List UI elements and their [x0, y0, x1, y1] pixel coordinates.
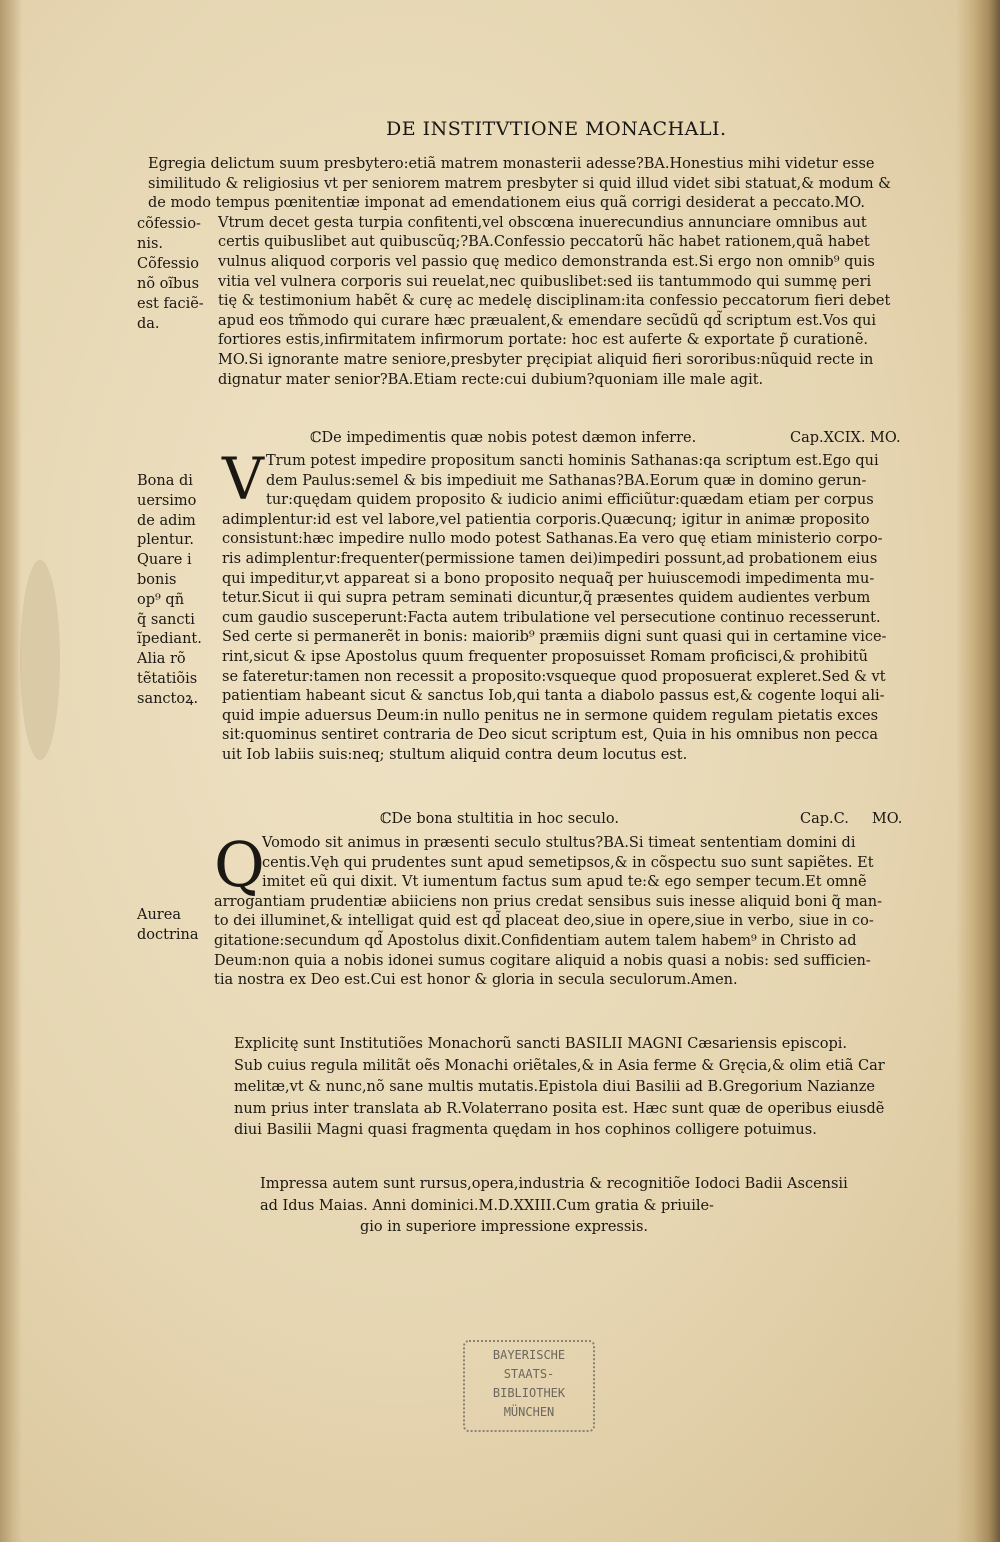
colophon-imprint [260, 1174, 848, 1239]
margin-line: cõfessio- [137, 216, 201, 232]
text-block-3 [214, 828, 883, 991]
text-line: consistunt:hæc impedire nullo modo potest Sathanas.Ea vero quę etiam ministerio corpo- [222, 531, 883, 548]
text-line: rint,sicut & ipse Apostolus quum frequenter proposuisset Romam proficisci,& prohibitũ [222, 648, 868, 665]
colophon-line: Impressa autem sunt rursus,opera,industria & recognitiõe Iodoci Badii Ascensii [260, 1176, 848, 1192]
text-line: arrogantiam prudentiæ abiiciens non prius credat sensibus suis inesse aliquid boni q̃ man- [214, 893, 883, 910]
chapter-number-99: Cap.XCIX. MO. [790, 430, 901, 446]
margin-line: Bona di [137, 473, 193, 489]
text-line: gitatione:secundum qd̃ Apostolus dixit.Confidentiam autem talem habem⁹ in Christo ad [214, 932, 857, 949]
stamp-line: MÜNCHEN [503, 1405, 555, 1419]
text-line: ris adimplentur:frequenter(permissione tamen dei)impediri possunt,ad probationem eius [222, 550, 878, 567]
text-line: tia nostra ex Deo est.Cui est honor & gloria in secula seculorum.Amen. [214, 972, 738, 989]
page-gutter [0, 0, 22, 1542]
text-line: cum gaudio susceperunt:Facta autem tribulatione vel persecutione continuo recesserunt. [222, 609, 881, 626]
running-head: DE INSTITVTIONE MONACHALI. [386, 118, 727, 140]
text-line: dignatur mater senior?BA.Etiam recte:cui dubium?quoniam ille male agit. [218, 371, 764, 388]
text-line: se fateretur:tamen non recessit a proposito:vsqueque quod proposuerat expleret.Sed & vt [222, 668, 886, 685]
colophon-line: Sub cuius regula militãt oẽs Monachi oriẽtales,& in Asia ferme & Gręcia,& olim etiã Car [234, 1057, 885, 1074]
text-line: Vtrum decet gesta turpia confitenti,vel obscœna inuerecundius annunciare omnibus aut [218, 214, 867, 231]
colophon-line: Explicitę sunt Institutiões Monachorũ sancti BASILII MAGNI Cæsariensis episcopi. [234, 1036, 848, 1052]
text-line: imitet eũ qui dixit. Vt iumentum factus sum apud te:& ego semper tecum.Et omnẽ [262, 874, 867, 891]
text-line: Egregia delictum suum presbytero:etiã matrem monasterii adesse?BA.Honestius mihi videtur esse [148, 156, 875, 172]
chapter-number-100: Cap.C. MO. [800, 811, 903, 827]
margin-line: de adim [137, 512, 196, 529]
text-line: adimplentur:id est vel labore,vel patientia corporis.Quæcunq; igitur in animæ proposito [222, 511, 870, 528]
margin-line: Aurea [137, 907, 181, 923]
text-line: Deum:non quia a nobis idonei sumus cogitare aliquid a nobis quasi a nobis: sed sufficien- [214, 952, 871, 969]
text-line: tur:quędam quidem proposito & iudicio animi efficiũtur:quædam etiam per corpus [266, 492, 874, 509]
margin-line: Quare i [137, 552, 192, 569]
text-line: sit:quominus sentiret contraria de Deo sicut scriptum est, Quia in his omnibus non pecca [222, 727, 879, 744]
page-edge [956, 0, 1000, 1542]
text-block-1 [148, 155, 891, 390]
text-line: similitudo & religiosius vt per seniorem matrem presbyter si quid illud videt sibi statuat,& modum & [148, 175, 892, 192]
colophon-line: ad Idus Maias. Anni dominici.M.D.XXIII.Cum gratia & priuile- [260, 1197, 714, 1214]
text-line: patientiam habeant sicut & sanctus Iob,qui tanta a diabolo passus est,& cogente loqui ali- [222, 688, 885, 705]
stamp-line: BAYERISCHE [492, 1348, 566, 1362]
margin-line: sanctoꝝ. [137, 690, 199, 707]
margin-line: q̃ sancti [137, 611, 195, 628]
text-line: quid impie aduersus Deum:in nullo penitus ne in sermone quidem regulam pietatis exces [222, 707, 879, 724]
text-line: Sed certe si permanerẽt in bonis: maiorib⁹ præmiis digni sunt quasi qui in certamine vice- [222, 629, 887, 646]
stamp-line: BIBLIOTHEK [492, 1386, 566, 1400]
text-line: MO.Si ignorante matre seniore,presbyter pręcipiat aliquid fieri sororibus:nũquid recte in [218, 351, 874, 368]
text-line: dem Paulus:semel & bis impediuit me Sathanas?BA.Eorum quæ in domino gerun- [266, 472, 867, 489]
text-line: apud eos tm̃modo qui curare hæc præualent,& emendare secũdũ qd̃ scriptum est.Vos qui [218, 312, 877, 329]
text-line: vitia vel vulnera corporis sui reuelat,nec quibuslibet:sed iis tantummodo qui summę peri [218, 273, 872, 290]
text-line: Trum potest impedire propositum sancti hominis Sathanas:qa scriptum est.Ego qui [266, 453, 879, 469]
text-line: centis.Vęh qui prudentes sunt apud semetipsos,& in cõspectu suo sunt sapiẽtes. Et [262, 854, 874, 871]
colophon-explicit [234, 1034, 885, 1142]
text-line: fortiores estis,infirmitatem infirmorum portate: hoc est auferte & exportate p̃ curationẽ. [218, 332, 869, 349]
colophon-line: num prius inter translata ab R.Volaterrano posita est. Hæc sunt quæ de operibus eiusdẽ [234, 1100, 885, 1117]
drop-cap-q: Q [214, 828, 265, 901]
margin-line: uersimo [137, 492, 197, 509]
margin-note-aurea-doctrina [137, 906, 199, 945]
colophon-line: gio in superiore impressione expressis. [360, 1219, 648, 1235]
drop-cap-v: V [222, 445, 264, 513]
margin-line: plentur. [137, 532, 194, 549]
rubric-chapter-100: ℂDe bona stultitia in hoc seculo. [380, 811, 619, 827]
text-line: certis quibuslibet aut quibuscũq;?BA.Confessio peccatorũ hãc habet rationem,quã habet [218, 234, 870, 251]
margin-line: da. [137, 316, 160, 332]
margin-line: op⁹ qñ [137, 591, 185, 608]
text-line: vulnus aliquod corporis vel passio quę medico demonstranda est.Si ergo non omnib⁹ quis [218, 253, 875, 270]
margin-line: ĩpediant. [137, 631, 202, 648]
text-line: uit Iob labiis suis:neq; stultum aliquid contra deum locutus est. [222, 746, 688, 763]
margin-line: nis. [137, 236, 164, 252]
margin-note-good-deeds [137, 472, 202, 710]
margin-line: nõ oĩbus [137, 276, 200, 292]
library-stamp [463, 1340, 595, 1432]
margin-line: est faciẽ- [137, 296, 204, 312]
stamp-line: STAATS- [503, 1367, 555, 1381]
margin-line: bonis [137, 571, 177, 588]
text-line: tię & testimonium habẽt & curę ac medelę disciplinam:ita confessio peccatorum fieri debet [218, 293, 891, 310]
colophon-line: diui Basilii Magni quasi fragmenta quędam in hos cophinos colligere potuimus. [234, 1122, 817, 1138]
page-stain [20, 560, 60, 760]
text-line: tetur.Sicut ii qui supra petram seminati dicuntur,q̃ præsentes quidem audientes verbum [222, 590, 871, 607]
margin-line: Cõfessio [137, 256, 200, 272]
text-line: qui impeditur,vt appareat si a bono proposito nequaq̃ per huiuscemodi impedimenta mu- [222, 570, 875, 587]
margin-line: doctrina [137, 926, 199, 943]
margin-line: Alia rõ [137, 651, 186, 668]
text-line: de modo tempus pœnitentiæ imponat ad emendationem eius quã corrigi desiderat a peccato.MO. [148, 195, 866, 212]
text-block-2 [222, 445, 887, 766]
colophon-line: melitæ,vt & nunc,nõ sane multis mutatis.Epistola diui Basilii ad B.Gregorium Nazianze [234, 1079, 875, 1095]
rubric-chapter-99: ℂDe impedimentis quæ nobis potest dæmon inferre. [310, 430, 697, 446]
text-line: to dei illuminet,& intelligat quid est qd̃ placeat deo,siue in opere,siue in verbo, siue in co- [214, 913, 874, 930]
text-line: Vomodo sit animus in præsenti seculo stultus?BA.Si timeat sententiam domini di [262, 835, 856, 851]
margin-line: tẽtatiõis [137, 670, 198, 687]
